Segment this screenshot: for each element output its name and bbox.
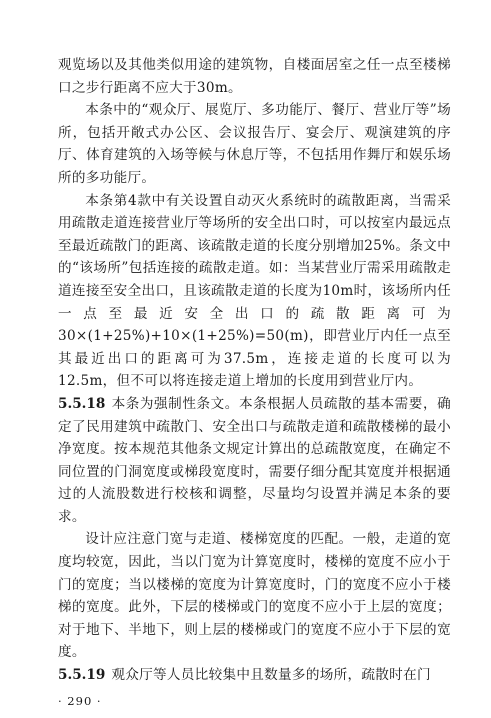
clause-number: 5.5.19 [58, 667, 106, 684]
clause-text: 本条为强制性条文。本条根据人员疏散的基本需要，确定了民用建筑中疏散门、安全出口与疏散走道和疏散楼梯的最小净宽度。按本规范其他条文规定计算出的总疏散宽度，在确定不同位置的门洞宽度或梯段宽度时，需要仔细分配其宽度并根据通过的人流股数进行校核和调整，尽量均匀设置并满足本条的要求。 [58, 395, 451, 525]
paragraph-width-matching: 设计应注意门宽与走道、楼梯宽度的匹配。一般，走道的宽度均较宽，因此，当以门宽为计算宽度时，楼梯的宽度不应小于门的宽度；当以楼梯的宽度为计算宽度时，门的宽度不应小于楼梯的宽度。此外，下层的楼梯或门的宽度不应小于上层的宽度；对于地下、半地下，则上层的楼梯或门的宽度不应小于下层的宽度。 [58, 531, 451, 661]
clause-5-5-18 [58, 393, 451, 529]
clause-5-5-19 [58, 664, 451, 687]
page-number: · 290 · [58, 694, 102, 708]
paragraph-continuation: 观览场以及其他类似用途的建筑物，自楼面居室之任一点至楼梯口之步行距离不应大于30m。 [58, 57, 451, 96]
clause-number: 5.5.18 [58, 395, 106, 412]
paragraph-scope-note: 本条中的“观众厅、展览厅、多功能厅、餐厅、营业厅等”场所，包括开敞式办公区、会议报告厅、宴会厅、观演建筑的序厅、体育建筑的入场等候与休息厅等，不包括用作舞厅和娱乐场所的多功能厅。 [58, 102, 451, 186]
paragraph-evacuation-distance: 本条第4款中有关设置自动灭火系统时的疏散距离，当需采用疏散走道连接营业厅等场所的安全出口时，可以按室内最远点至最近疏散门的距离、该疏散走道的长度分别增加25%。条文中的“该场所”包括连接的疏散走道。如：当某营业厅需采用疏散走道连接至安全出口，且该疏散走道的长度为10m时，该场所内任一点至最近安全出口的疏散距离可为30×(1+25%)+10×(1+25%)=50(m)，即营业厅内任一点至其最近出口的距离可为37.5m，连接走道的长度可以为12.5m，但不可以将连接走道上增加的长度用到营业厅内。 [58, 192, 451, 390]
clause-text: 观众厅等人员比较集中且数量多的场所，疏散时在门 [111, 667, 431, 684]
